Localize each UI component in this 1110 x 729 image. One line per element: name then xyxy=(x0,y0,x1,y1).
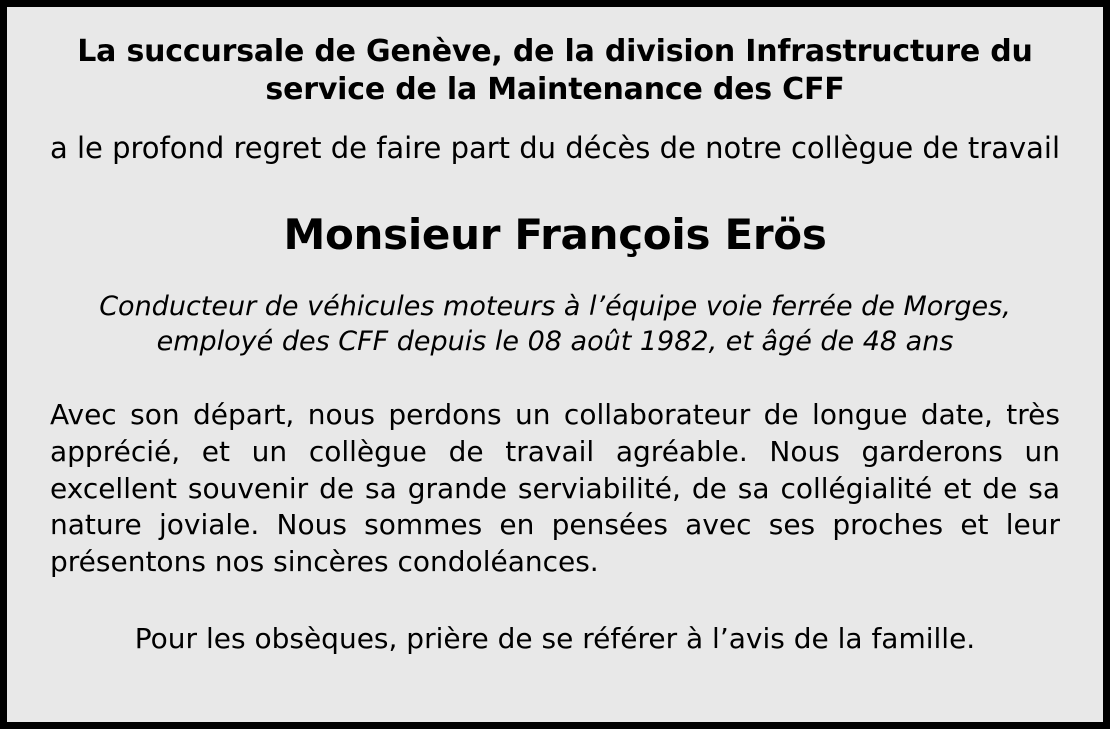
intro-text: a le profond regret de faire part du décès de notre collègue de travail xyxy=(49,130,1061,165)
deceased-name: Monsieur François Erös xyxy=(283,210,827,260)
organization-heading: La succursale de Genève, de la division Infrastructure du service de la Maintenance des CFF xyxy=(77,34,1033,108)
role-description: Conducteur de véhicules moteurs à l’équipe voie ferrée de Morges, employé des CFF depuis le 08 août 1982, et âgé de 48 ans xyxy=(99,291,1011,358)
tribute-paragraph: Avec son départ, nous perdons un collaborateur de longue date, très apprécié, et un collègue de travail agréable. Nous garderons un excellent souvenir de sa grande serviabilité, de sa collégialité et de sa nature joviale. Nous sommes en pensées avec ses proches et leur présentons nos sincères condoléances. xyxy=(50,398,1060,578)
funeral-notice: Pour les obsèques, prière de se référer à l’avis de la famille. xyxy=(134,621,976,655)
